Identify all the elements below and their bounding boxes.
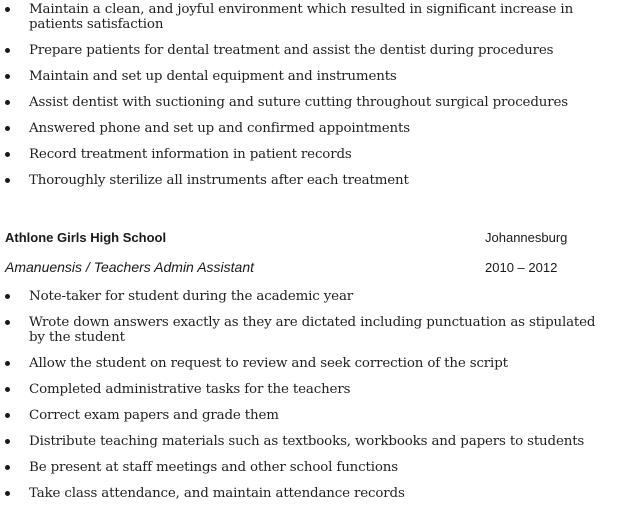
bullet-icon (5, 74, 10, 79)
duty-text: Allow the student on request to review and seek correction of the script (29, 356, 508, 371)
list-item (0, 173, 610, 188)
bullet-icon (5, 7, 10, 12)
list-item (0, 121, 610, 136)
school-job-duties-list (0, 289, 610, 512)
bullet-icon (5, 465, 10, 470)
list-item (0, 43, 610, 58)
duty-text: Assist dentist with suctioning and suture cutting throughout surgical procedures (29, 95, 568, 110)
job-dates: 2010 – 2012 (485, 260, 558, 275)
duty-text: Maintain and set up dental equipment and instruments (29, 69, 397, 84)
bullet-icon (5, 294, 10, 299)
list-item (0, 95, 610, 110)
list-item (0, 460, 610, 475)
bullet-icon (5, 491, 10, 496)
bullet-icon (5, 413, 10, 418)
list-item (0, 147, 610, 162)
duty-text: Distribute teaching materials such as textbooks, workbooks and papers to students (29, 434, 585, 449)
list-item (0, 2, 610, 32)
job-location: Johannesburg (485, 230, 568, 245)
list-item (0, 382, 610, 397)
bullet-icon (5, 126, 10, 131)
list-item (0, 315, 610, 345)
duty-text: Prepare patients for dental treatment and assist the dentist during procedures (29, 43, 554, 58)
bullet-icon (5, 178, 10, 183)
previous-job-duties-list (0, 2, 610, 199)
duty-text: Answered phone and set up and confirmed appointments (29, 121, 410, 136)
duty-text: Note-taker for student during the academic year (29, 289, 354, 304)
duty-text: Take class attendance, and maintain attendance records (29, 486, 405, 501)
list-item (0, 356, 610, 371)
bullet-icon (5, 387, 10, 392)
bullet-icon (5, 320, 10, 325)
job-title: Amanuensis / Teachers Admin Assistant (5, 259, 255, 275)
bullet-icon (5, 361, 10, 366)
list-item (0, 486, 610, 501)
duty-text: Thoroughly sterilize all instruments after each treatment (29, 173, 409, 188)
bullet-icon (5, 439, 10, 444)
duty-text: Correct exam papers and grade them (29, 408, 279, 423)
bullet-icon (5, 48, 10, 53)
employer-row (5, 230, 605, 248)
duty-text: Wrote down answers exactly as they are dictated including punctuation as stipulated by the student (29, 315, 596, 345)
duty-text: Be present at staff meetings and other school functions (29, 460, 398, 475)
employer-name: Athlone Girls High School (5, 230, 167, 245)
list-item (0, 289, 610, 304)
role-row (5, 259, 605, 277)
duty-text: Record treatment information in patient records (29, 147, 352, 162)
duty-text: Completed administrative tasks for the teachers (29, 382, 351, 397)
list-item (0, 434, 610, 449)
list-item (0, 408, 610, 423)
bullet-icon (5, 152, 10, 157)
duty-text: Maintain a clean, and joyful environment which resulted in significant increase in patients satisfaction (29, 2, 574, 32)
bullet-icon (5, 100, 10, 105)
list-item (0, 69, 610, 84)
